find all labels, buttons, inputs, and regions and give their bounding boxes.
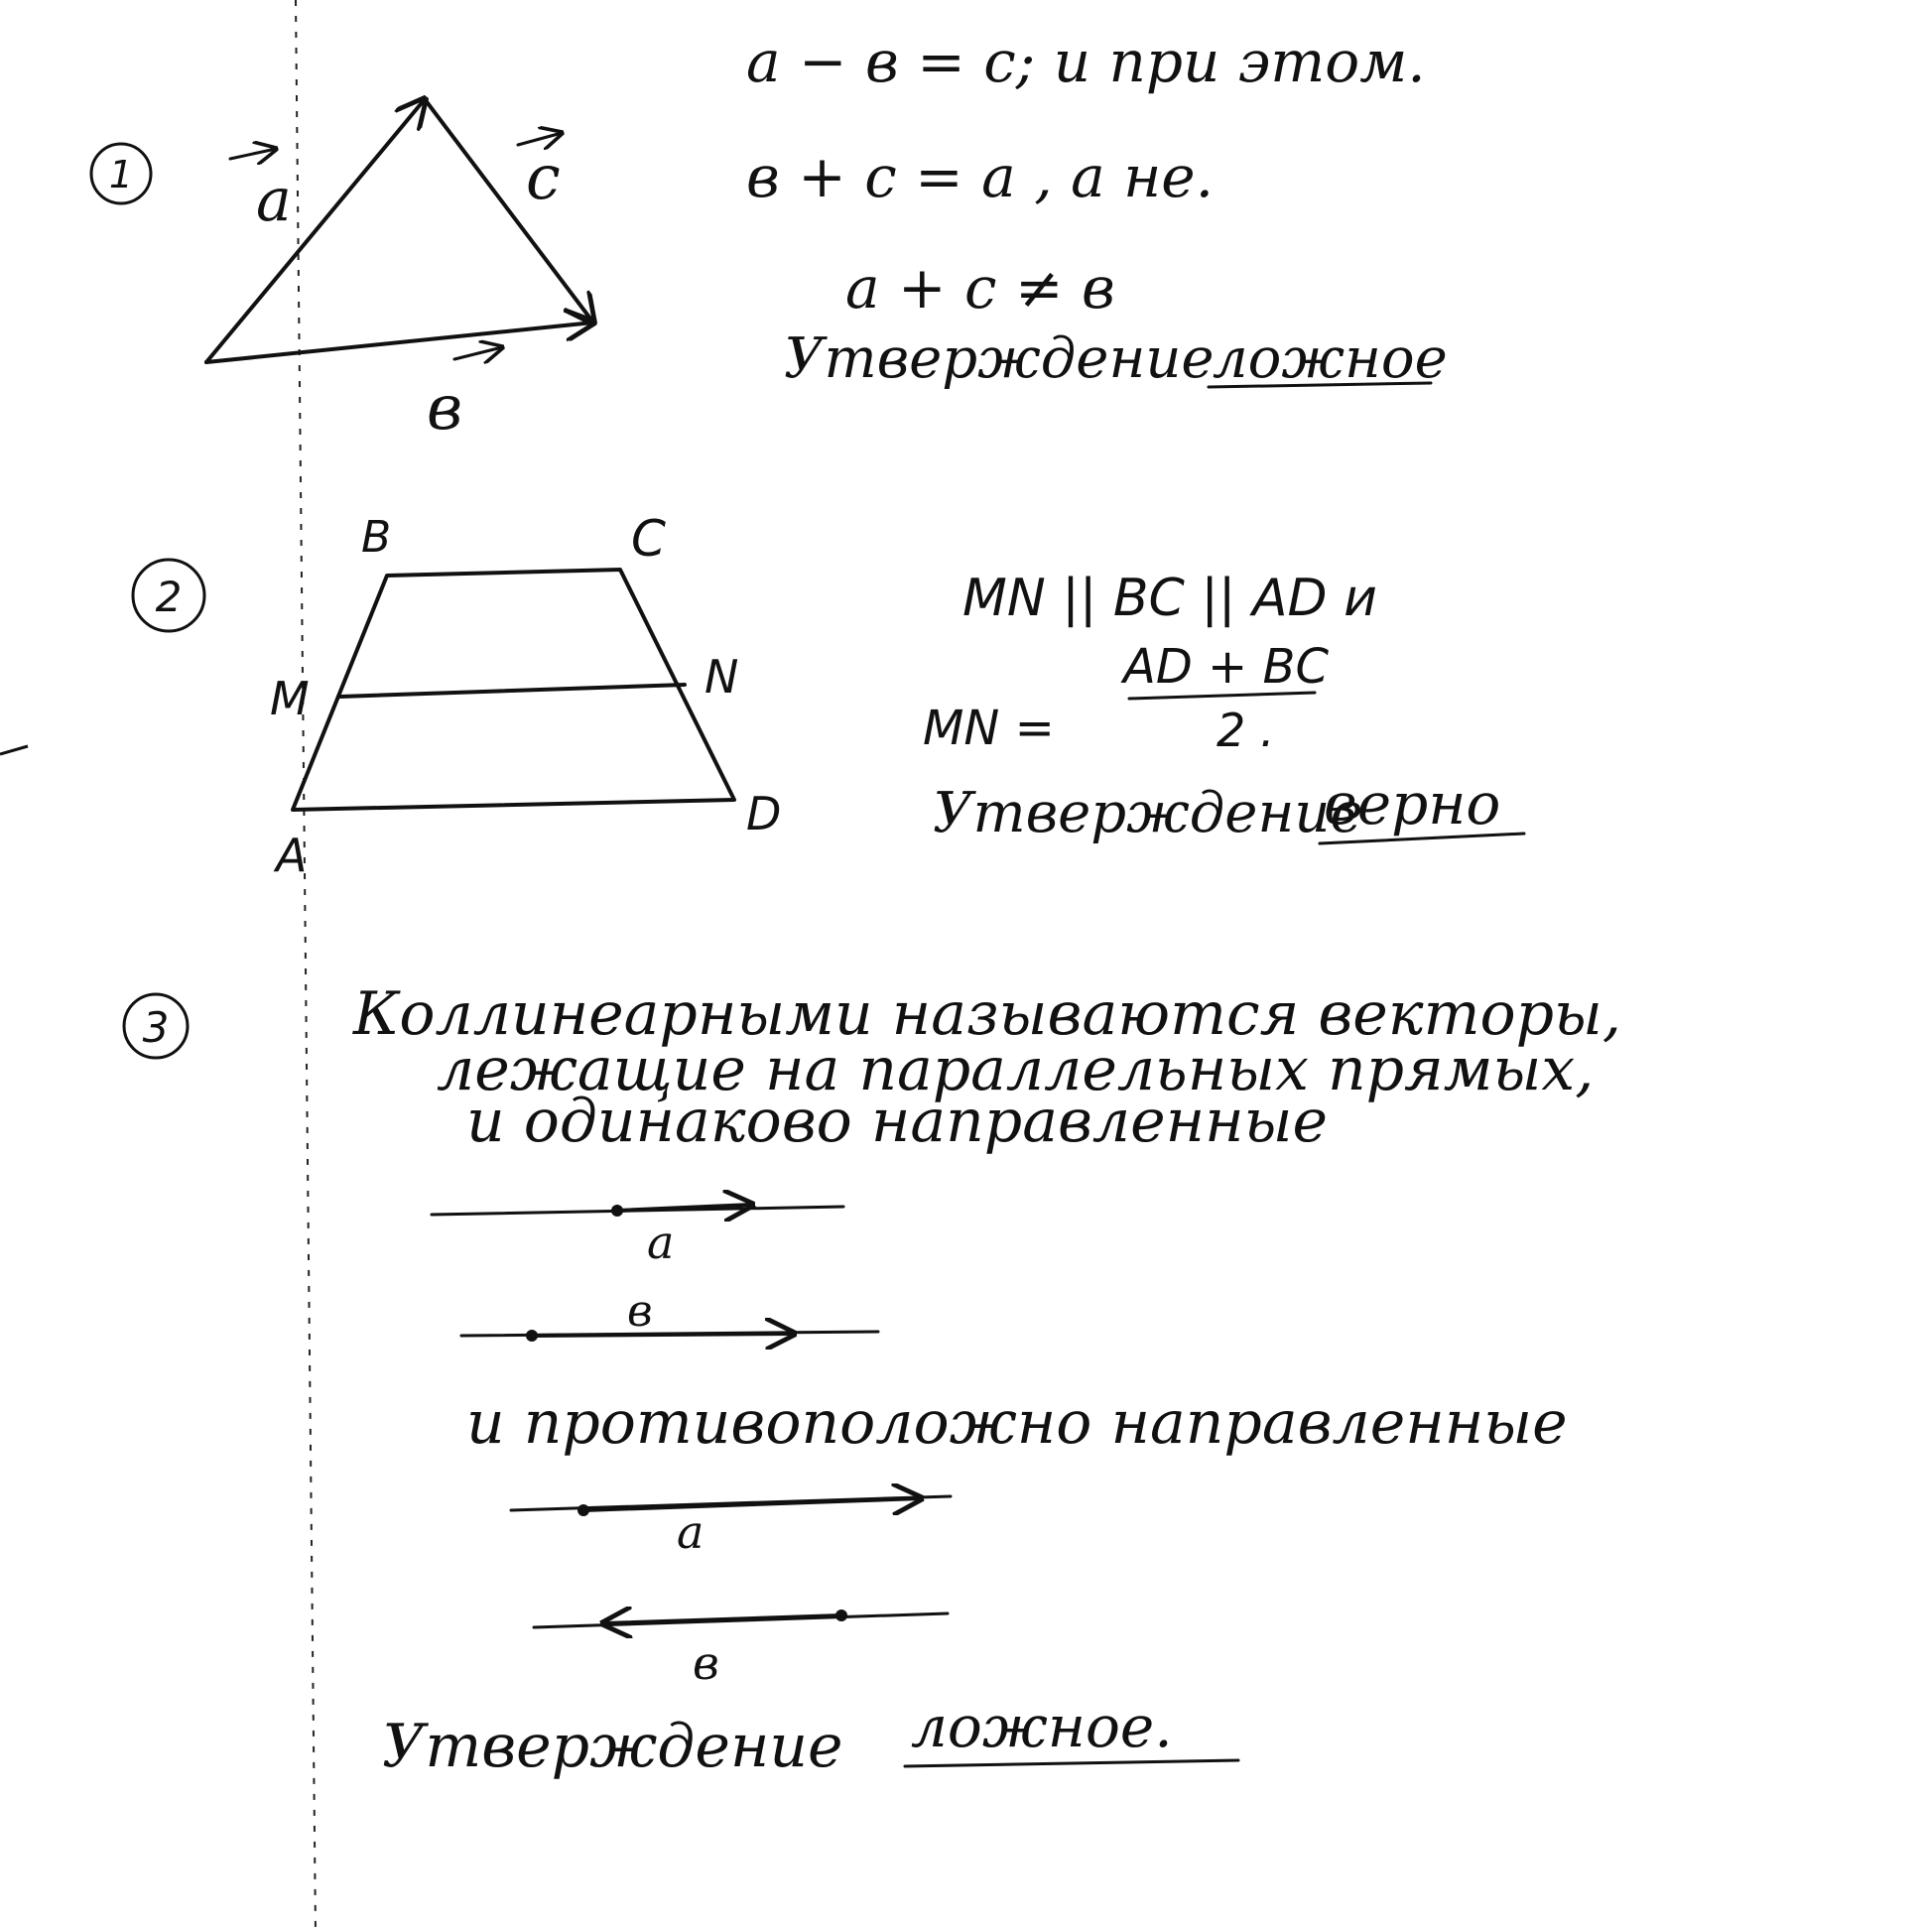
vector-a-opp-label: a — [677, 1505, 704, 1559]
vector-a-arrow — [230, 149, 276, 159]
vector-a-label: a — [256, 166, 292, 235]
vector-c-label: c — [526, 141, 561, 213]
vector-b-line — [206, 322, 593, 362]
equation-line-1: a − в = c; и при этом. — [746, 28, 1426, 95]
problem-3 — [124, 979, 1621, 1781]
verdict-word: ложное — [1213, 326, 1448, 391]
vertex-label-m: M — [270, 672, 310, 725]
problem-2 — [133, 510, 1524, 882]
vector-a-line — [206, 99, 425, 362]
vector-b-co — [532, 1334, 794, 1336]
verdict-underline — [905, 1760, 1238, 1766]
vertex-label-a: A — [276, 829, 308, 882]
problem-number: 3 — [142, 1003, 170, 1052]
definition-line-3: и одинаково направленные — [466, 1087, 1329, 1156]
vector-a-opp — [583, 1498, 921, 1510]
equation-line-2: в + c = a , а не. — [746, 143, 1215, 210]
problem-number: 2 — [155, 573, 183, 621]
verdict-word: ложное. — [911, 1693, 1173, 1760]
vector-b-arrow — [454, 347, 502, 359]
vector-b-opp-label: в — [693, 1636, 719, 1690]
vertex-label-b: B — [361, 512, 392, 563]
vertex-label-d: D — [746, 787, 782, 840]
problem-number: 1 — [108, 153, 134, 196]
vector-a-co-label: a — [647, 1216, 675, 1269]
problem-1 — [91, 28, 1448, 444]
equation-line-3: a + c ≠ в — [845, 254, 1115, 322]
verdict-prefix: Утверждение — [784, 326, 1215, 391]
vector-c-line — [425, 99, 593, 322]
margin-mark — [0, 746, 28, 754]
vertex-label-n: N — [704, 650, 739, 704]
verdict-prefix: Утверждение — [382, 1712, 843, 1781]
formula-lhs: MN = — [923, 701, 1055, 756]
vertex-label-c: C — [631, 510, 666, 568]
opposite-direction-text: и противоположно направленные — [466, 1388, 1568, 1458]
definition-line-1: Коллинеарными называются векторы, — [353, 979, 1621, 1049]
formula-numerator: AD + BC — [1123, 639, 1329, 695]
midline-mn — [340, 685, 685, 697]
verdict-word: верно — [1324, 770, 1501, 837]
definition-line-2: лежащие на параллельных прямых, — [437, 1035, 1595, 1104]
vector-b-co-label: в — [627, 1286, 653, 1337]
vector-b-label: в — [427, 371, 463, 444]
formula-denominator: 2 . — [1217, 704, 1275, 757]
margin-line — [296, 0, 316, 1932]
parallel-statement: MN || BC || AD и — [962, 569, 1377, 628]
verdict-prefix: Утверждение — [933, 781, 1363, 845]
